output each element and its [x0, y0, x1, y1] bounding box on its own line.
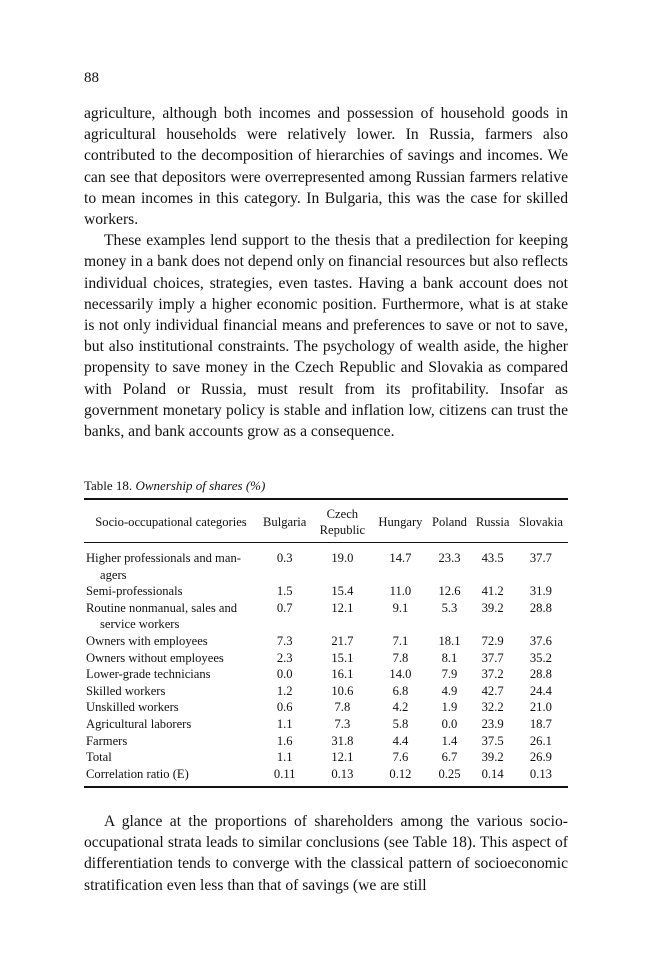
row-label [84, 683, 258, 700]
table-cell: 31.9 [529, 584, 552, 599]
row-label-text: Routine nonmanual, sales and [86, 600, 238, 615]
table-caption [84, 478, 265, 494]
table-cell: 0.3 [276, 551, 293, 565]
row-label [84, 666, 258, 683]
column-header: Russia [471, 499, 513, 543]
table-cell: 42.7 [481, 683, 504, 698]
lower-text-block [84, 811, 568, 896]
table-cell: 5.3 [441, 600, 458, 615]
table-cell: 37.7 [481, 650, 504, 665]
table-cell: 1.1 [276, 716, 293, 731]
table-cell: 21.0 [529, 700, 552, 715]
table-cell: 26.1 [529, 733, 552, 748]
table-cell: 28.8 [529, 600, 552, 615]
column-header: Hungary [373, 499, 427, 543]
table-cell: 10.6 [331, 683, 354, 698]
table-cell: 7.1 [392, 633, 409, 648]
table-cell: 0.7 [276, 600, 293, 615]
table-cell: 18.7 [529, 716, 552, 731]
table-cell: 7.3 [334, 716, 351, 731]
column-header: Czech Republic [311, 499, 373, 543]
table-cell: 1.5 [276, 584, 293, 599]
table-row [84, 666, 568, 683]
shares-ownership-table [84, 498, 568, 788]
table-cell: 37.2 [481, 667, 504, 682]
table-cell: 35.2 [529, 650, 552, 665]
row-label-continuation: agers [100, 567, 127, 582]
column-header: Poland [428, 499, 472, 543]
table-cell: 16.1 [331, 667, 354, 682]
table-cell: 21.7 [331, 633, 354, 648]
table-row [84, 583, 568, 600]
table-cell: 2.3 [276, 650, 293, 665]
table-cell: 32.2 [481, 700, 504, 715]
table-cell: 8.1 [441, 650, 458, 665]
table-cell: 28.8 [529, 667, 552, 682]
table-cell: 26.9 [529, 750, 552, 765]
table-cell: 15.1 [331, 650, 354, 665]
table-cell: 7.8 [392, 650, 409, 665]
table-cell: 31.8 [331, 733, 354, 748]
table-cell: 37.6 [529, 633, 552, 648]
table-cell: 4.2 [392, 700, 409, 715]
table-cell: 7.6 [392, 750, 409, 765]
table-cell: 0.6 [276, 700, 293, 715]
table-cell: 1.2 [276, 683, 293, 698]
table-row [84, 699, 568, 716]
table-cell: 0.12 [373, 766, 427, 788]
paragraph-1: agriculture, although both incomes and possession of household goods in agricultural households were relatively lower. In Russia, farmers also contributed to the decomposition of hierarchies of savings and incomes. We can see that depositors were overrepresented among Russian farmers relative to mean incomes in this category. In Bulgaria, this was the case for skilled workers. [84, 105, 568, 229]
table-cell: 7.3 [276, 633, 293, 648]
table-cell: 12.1 [331, 750, 354, 765]
row-label [84, 633, 258, 650]
table-cell: 1.9 [441, 700, 458, 715]
row-label-text: Farmers [86, 733, 128, 748]
table-row [84, 633, 568, 650]
row-label-text: Unskilled workers [86, 700, 179, 715]
row-label-text: Skilled workers [86, 683, 166, 698]
table-cell: 0.14 [471, 766, 513, 788]
table-body [84, 543, 568, 788]
table-cell: 1.4 [441, 733, 458, 748]
column-header: Bulgaria [258, 499, 311, 543]
table-cell: 39.2 [481, 750, 504, 765]
row-label-text: Semi-professionals [86, 584, 183, 599]
row-label [84, 650, 258, 667]
table-cell: 0.13 [514, 766, 568, 788]
row-label-text: Owners without employees [86, 650, 224, 665]
table-cell: 4.4 [392, 733, 409, 748]
table-cell: 12.1 [331, 600, 354, 615]
table-cell: 14.7 [389, 551, 412, 565]
row-label-text: Total [86, 750, 112, 765]
row-label-text: Lower-grade technicians [86, 667, 211, 682]
row-label [84, 766, 258, 788]
paragraph-3: A glance at the proportions of shareholders among the various socio-occupational strata leads to similar conclusions (see Table 18). This aspect of differentiation tends to converge with the classical pattern of socioeconomic stratification even less than that of savings (we are still [84, 813, 568, 894]
page-number: 88 [84, 70, 99, 86]
row-label-text: Correlation ratio (E) [86, 766, 189, 781]
table-row [84, 683, 568, 700]
table-cell: 1.6 [276, 733, 293, 748]
table-cell: 6.7 [441, 750, 458, 765]
table-caption-prefix: Table 18. [84, 478, 133, 493]
row-label-text: Agricultural laborers [86, 716, 192, 731]
table-cell: 14.0 [389, 667, 412, 682]
table-cell: 39.2 [481, 600, 504, 615]
row-label-continuation: service workers [100, 617, 180, 632]
table-row [84, 749, 568, 766]
table-cell: 41.2 [481, 584, 504, 599]
row-label [84, 699, 258, 716]
table-cell: 11.0 [389, 584, 412, 599]
row-label [84, 733, 258, 750]
row-label-text: Owners with employees [86, 633, 208, 648]
table-cell: 19.0 [331, 551, 354, 565]
table-cell: 7.8 [334, 700, 351, 715]
upper-text-block [84, 103, 568, 442]
table-cell: 37.7 [529, 551, 552, 565]
column-header: Slovakia [514, 499, 568, 543]
table-cell: 18.1 [438, 633, 461, 648]
table-cell: 7.9 [441, 667, 458, 682]
table-cell: 9.1 [392, 600, 409, 615]
table-cell: 15.4 [331, 584, 354, 599]
row-label [84, 600, 258, 633]
row-label [84, 749, 258, 766]
table-row [84, 766, 568, 788]
table-cell: 4.9 [441, 683, 458, 698]
table-cell: 6.8 [392, 683, 409, 698]
table-cell: 0.13 [311, 766, 373, 788]
table-cell: 12.6 [438, 584, 461, 599]
table-row [84, 650, 568, 667]
table-cell: 24.4 [529, 683, 552, 698]
table-cell: 0.25 [428, 766, 472, 788]
row-label [84, 583, 258, 600]
table-row [84, 600, 568, 633]
paragraph-2: These examples lend support to the thesis that a predilection for keeping money in a bank does not depend only on financial resources but also reflects individual choices, strategies, even tastes. Having a bank account does not necessarily imply a higher economic position. Furthermore, what is at stake is not only individual financial means and preferences to save or not to save, but also institutional constraints. The psychology of wealth aside, the higher propensity to save money in the Czech Republic and Slovakia as compared with Poland or Russia, must result from its profitability. Insofar as government monetary policy is stable and inflation low, citizens can trust the banks, and bank accounts grow as a consequence. [84, 232, 568, 441]
column-header: Socio-occupational categories [84, 499, 258, 543]
table-cell: 1.1 [276, 750, 293, 765]
table-caption-title: Ownership of shares (%) [135, 478, 266, 493]
table-row [84, 716, 568, 733]
table-row [84, 543, 568, 584]
table-cell: 0.0 [441, 716, 458, 731]
table-header-row [84, 499, 568, 543]
row-label-text: Higher professionals and man- [86, 551, 241, 565]
table-cell: 23.9 [481, 716, 504, 731]
table-cell: 43.5 [481, 551, 504, 565]
row-label [84, 543, 258, 584]
table-cell: 37.5 [481, 733, 504, 748]
row-label [84, 716, 258, 733]
table-cell: 23.3 [438, 551, 461, 565]
table-cell: 5.8 [392, 716, 409, 731]
table-row [84, 733, 568, 750]
table-cell: 0.11 [258, 766, 311, 788]
table-cell: 0.0 [276, 667, 293, 682]
table-cell: 72.9 [481, 633, 504, 648]
